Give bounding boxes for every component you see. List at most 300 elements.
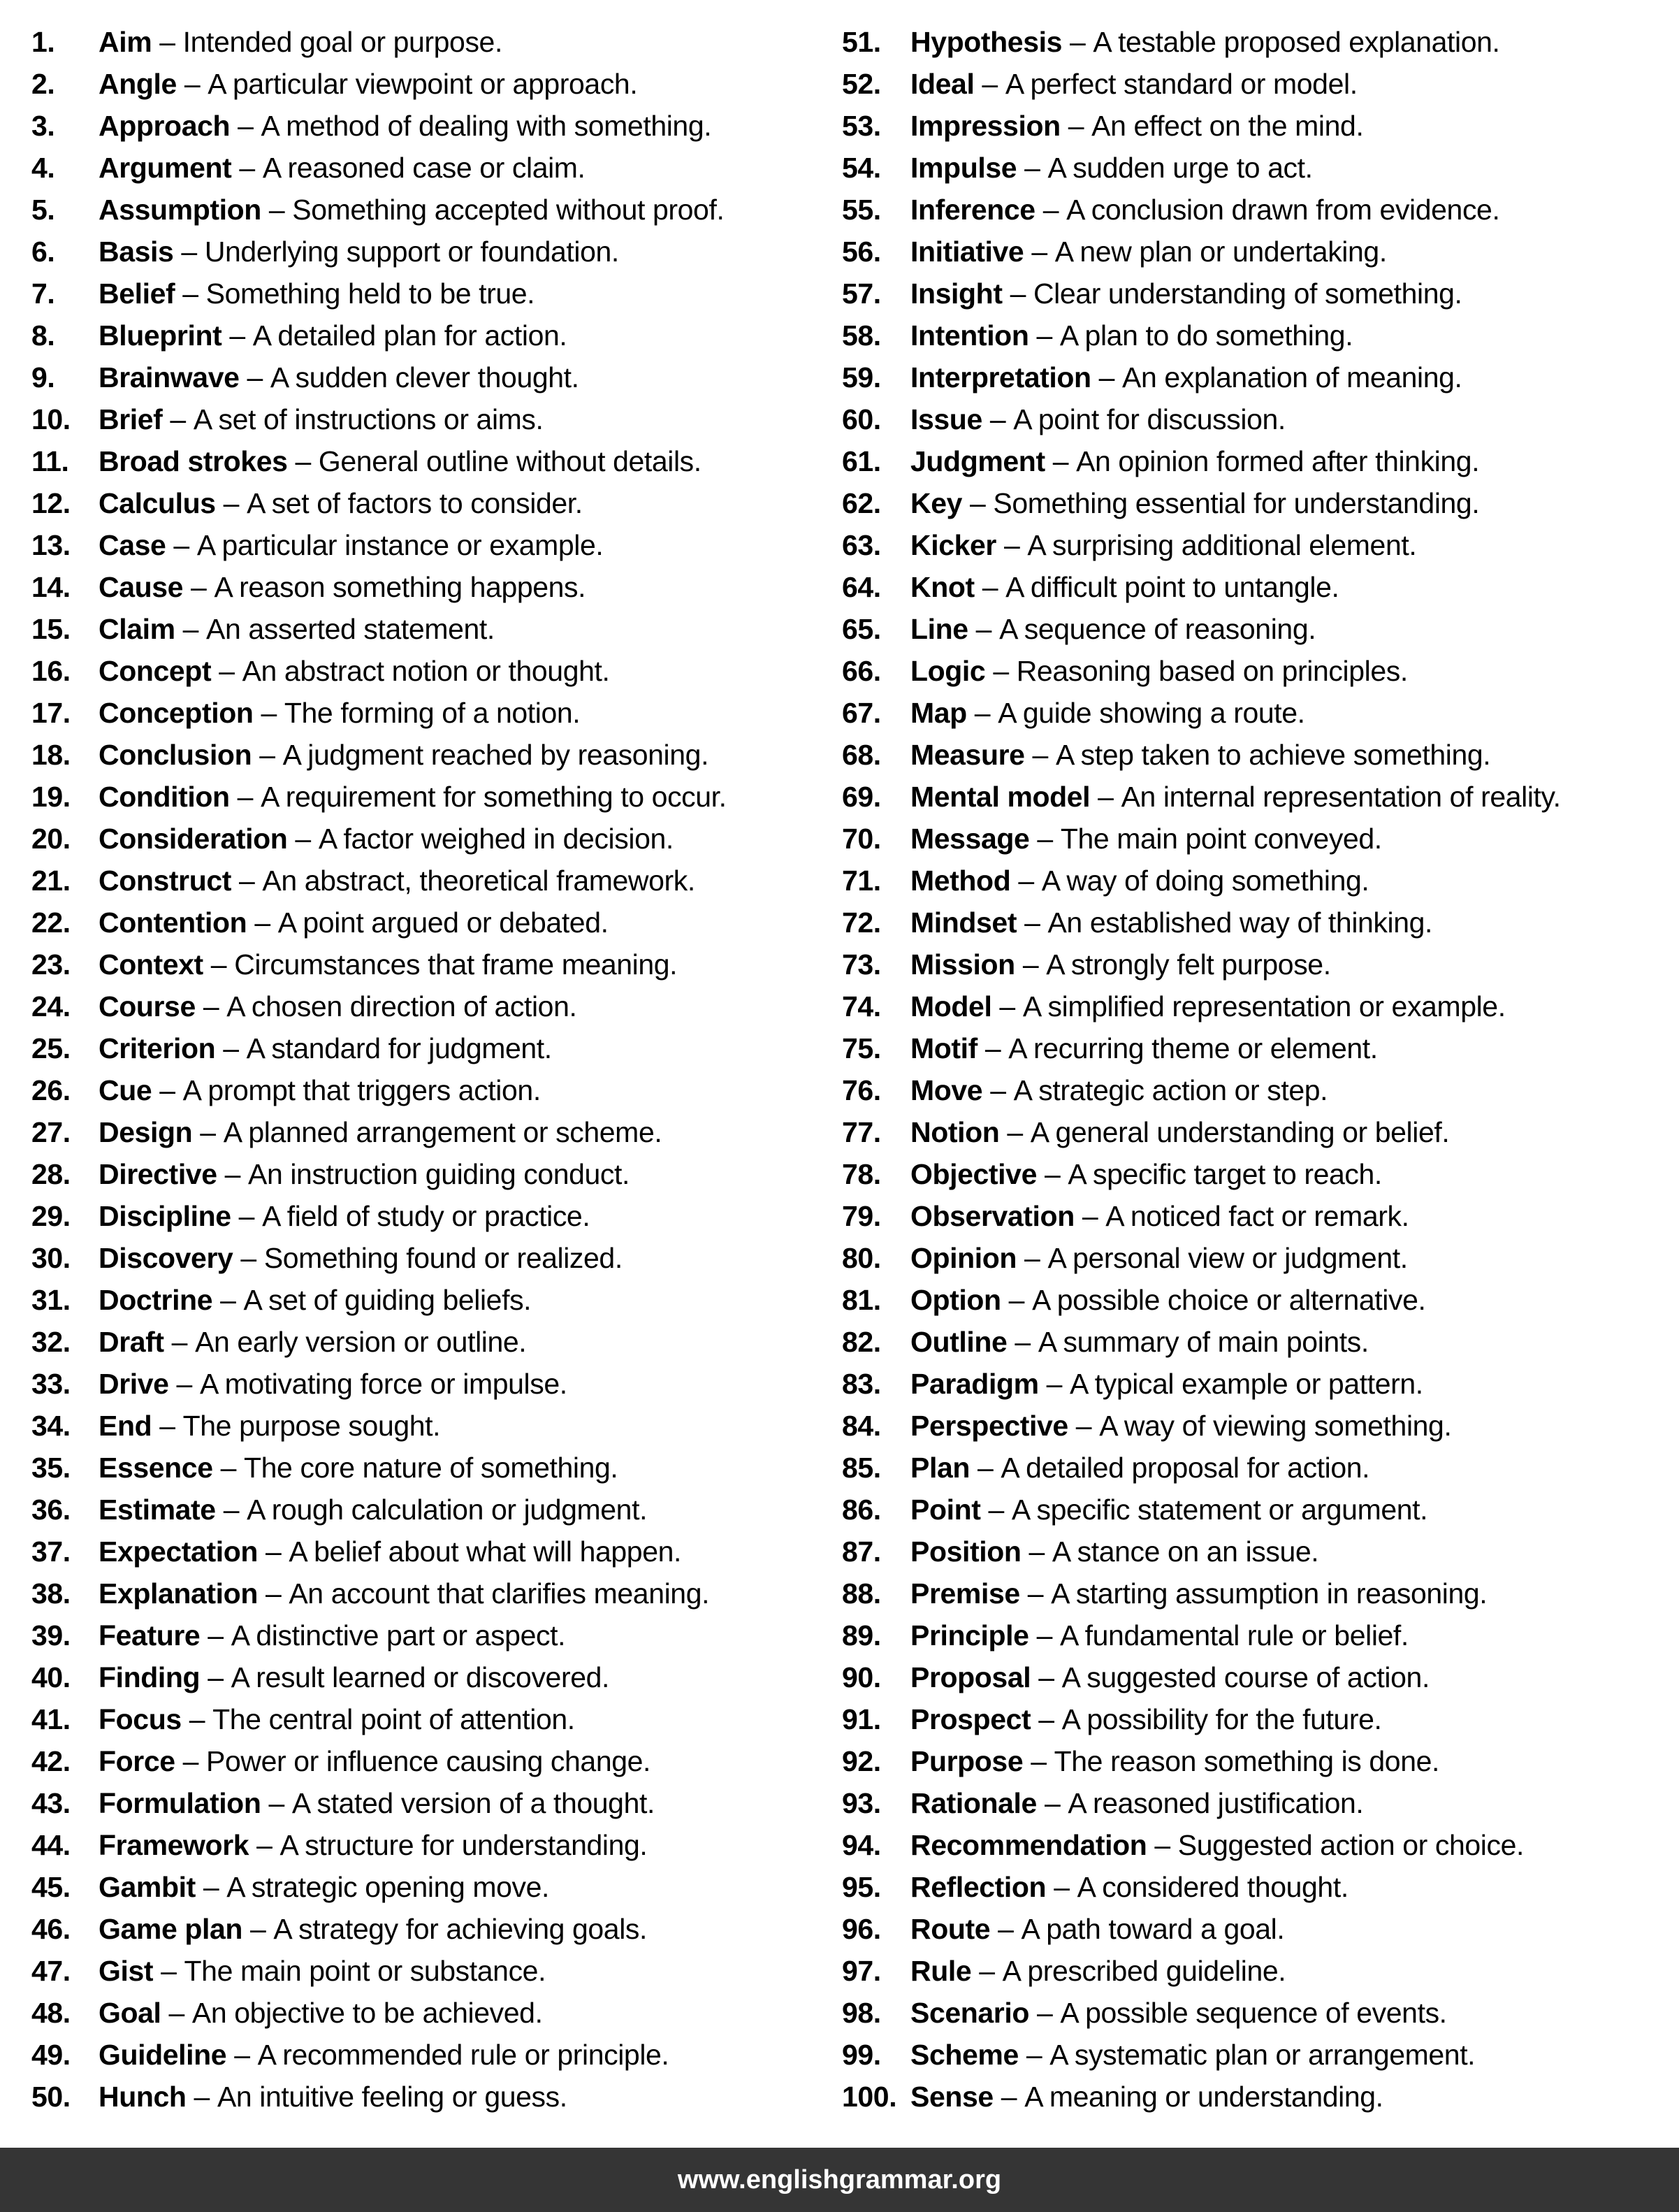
entry-separator: – (212, 1284, 244, 1316)
entry-definition: An account that clarifies meaning. (289, 1577, 710, 1610)
entry-term: Blueprint (99, 319, 222, 352)
entry-definition: A stated version of a thought. (291, 1787, 655, 1819)
entry-number: 13. (31, 529, 71, 561)
word-entry (31, 902, 828, 944)
entry-number: 33. (31, 1368, 71, 1400)
entry-term: Construct (99, 865, 232, 897)
entry-definition: A difficult point to untangle. (1005, 571, 1339, 603)
entry-definition: A point for discussion. (1013, 403, 1286, 435)
entry-number: 78. (842, 1158, 881, 1190)
entry-separator: – (1038, 1368, 1070, 1400)
entry-definition: An abstract, theoretical framework. (262, 865, 695, 897)
entry-definition: A particular viewpoint or approach. (208, 68, 638, 100)
entry-separator: – (215, 1494, 247, 1526)
entry-number: 25. (31, 1032, 71, 1064)
entry-separator: – (1010, 865, 1042, 897)
entry-definition: The reason something is done. (1054, 1745, 1439, 1777)
entry-term: Measure (910, 739, 1025, 771)
entry-definition: Suggested action or choice. (1177, 1829, 1524, 1861)
entry-definition: Intended goal or purpose. (182, 26, 502, 58)
entry-definition: A recommended rule or principle. (257, 2039, 669, 2071)
word-entry (842, 1573, 1673, 1614)
entry-separator: – (1015, 948, 1047, 981)
entry-term: Formulation (99, 1787, 261, 1819)
word-entry (842, 189, 1673, 231)
entry-definition: A prompt that triggers action. (182, 1074, 541, 1106)
entry-separator: – (175, 1745, 207, 1777)
entry-term: Issue (910, 403, 982, 435)
entry-number: 90. (842, 1661, 881, 1693)
entry-separator: – (1017, 906, 1048, 939)
entry-number: 3. (31, 110, 55, 142)
entry-definition: A surprising additional element. (1027, 529, 1417, 561)
word-entry (31, 566, 828, 608)
word-entry (31, 315, 828, 356)
entry-separator: – (1062, 26, 1093, 58)
entry-separator: – (1091, 361, 1123, 393)
entry-definition: A possibility for the future. (1061, 1703, 1382, 1735)
entry-definition: An internal representation of reality. (1121, 781, 1561, 813)
entry-number: 5. (31, 194, 55, 226)
word-entry (842, 273, 1673, 315)
entry-definition: A result learned or discovered. (231, 1661, 610, 1693)
entry-term: Initiative (910, 236, 1024, 268)
entry-number: 70. (842, 823, 881, 855)
entry-separator: – (999, 1116, 1031, 1148)
word-entry (842, 1195, 1673, 1237)
entry-number: 37. (31, 1535, 71, 1568)
entry-number: 92. (842, 1745, 881, 1777)
entry-separator: – (176, 68, 208, 100)
entry-definition: A possible choice or alternative. (1032, 1284, 1426, 1316)
entry-term: Claim (99, 613, 175, 645)
entry-separator: – (1019, 1577, 1052, 1610)
word-entry (842, 315, 1673, 356)
entry-definition: A reasoned case or claim. (262, 152, 586, 184)
entry-term: Reflection (910, 1871, 1047, 1903)
entry-number: 61. (842, 445, 881, 477)
entry-separator: – (215, 1032, 247, 1064)
entry-term: Case (99, 529, 166, 561)
entry-separator: – (217, 1158, 248, 1190)
entry-definition: A strategic action or step. (1013, 1074, 1328, 1106)
entry-definition: An intuitive feeling or guess. (217, 2081, 567, 2113)
entry-separator: – (153, 1955, 184, 1987)
entry-separator: – (968, 613, 1000, 645)
entry-separator: – (239, 361, 270, 393)
entry-definition: A way of doing something. (1041, 865, 1369, 897)
entry-number: 35. (31, 1452, 71, 1484)
entry-number: 86. (842, 1494, 881, 1526)
entry-separator: – (1046, 1871, 1077, 1903)
entry-term: Position (910, 1535, 1022, 1568)
entry-number: 72. (842, 906, 881, 939)
entry-number: 39. (31, 1619, 71, 1651)
word-entry (31, 2076, 828, 2118)
entry-separator: – (1068, 1410, 1100, 1442)
entry-definition: Underlying support or foundation. (204, 236, 619, 268)
entry-number: 50. (31, 2081, 71, 2113)
word-entry (31, 1698, 828, 1740)
word-entry (842, 1069, 1673, 1111)
entry-separator: – (1029, 319, 1060, 352)
word-entry (842, 2076, 1673, 2118)
entry-number: 62. (842, 487, 881, 519)
entry-number: 19. (31, 781, 71, 813)
entry-term: Cue (99, 1074, 152, 1106)
entry-term: Mindset (910, 906, 1017, 939)
entry-term: Premise (910, 1577, 1020, 1610)
entry-definition: The main point conveyed. (1060, 823, 1382, 855)
entry-definition: A path toward a goal. (1021, 1913, 1285, 1945)
entry-number: 71. (842, 865, 881, 897)
entry-definition: A systematic plan or arrangement. (1049, 2039, 1476, 2071)
entry-number: 56. (842, 236, 881, 268)
word-entry (31, 524, 828, 566)
entry-separator: – (161, 1997, 192, 2029)
entry-term: Argument (99, 152, 232, 184)
entry-term: Condition (99, 781, 230, 813)
entry-number: 57. (842, 277, 881, 310)
word-entry (31, 1656, 828, 1698)
entry-term: Essence (99, 1452, 213, 1484)
word-entry (31, 1614, 828, 1656)
entry-definition: A starting assumption in reasoning. (1051, 1577, 1488, 1610)
entry-number: 89. (842, 1619, 881, 1651)
entry-definition: An instruction guiding conduct. (248, 1158, 630, 1190)
entry-definition: The central point of attention. (212, 1703, 575, 1735)
entry-definition: A set of instructions or aims. (193, 403, 544, 435)
entry-separator: – (175, 613, 207, 645)
word-entry (31, 1489, 828, 1531)
entry-term: Directive (99, 1158, 217, 1190)
entry-number: 29. (31, 1200, 71, 1232)
entry-term: Conception (99, 697, 254, 729)
entry-term: Course (99, 990, 196, 1022)
word-entry (31, 1195, 828, 1237)
entry-term: Rule (910, 1955, 972, 1987)
entry-definition: A sudden clever thought. (270, 361, 579, 393)
word-entry (31, 273, 828, 315)
entry-definition: A judgment reached by reasoning. (282, 739, 709, 771)
entry-term: Draft (99, 1326, 164, 1358)
entry-definition: An asserted statement. (206, 613, 495, 645)
entry-separator: – (1036, 1158, 1068, 1190)
word-entry (842, 1531, 1673, 1573)
entry-number: 15. (31, 613, 71, 645)
entry-term: Knot (910, 571, 975, 603)
entry-separator: – (977, 1032, 1009, 1064)
entry-number: 48. (31, 1997, 71, 2029)
word-entry (31, 1573, 828, 1614)
entry-definition: A plan to do something. (1059, 319, 1353, 352)
word-entry (31, 1237, 828, 1279)
entry-number: 43. (31, 1787, 71, 1819)
entry-term: Rationale (910, 1787, 1037, 1819)
entry-term: Route (910, 1913, 991, 1945)
entry-number: 74. (842, 990, 881, 1022)
entry-definition: A particular instance or example. (196, 529, 604, 561)
entry-definition: A noticed fact or remark. (1105, 1200, 1409, 1232)
entry-term: Explanation (99, 1577, 258, 1610)
entry-term: Logic (910, 655, 986, 687)
word-entry (31, 1950, 828, 1992)
entry-definition: A standard for judgment. (246, 1032, 552, 1064)
entry-number: 45. (31, 1871, 71, 1903)
entry-term: Contention (99, 906, 247, 939)
word-entry (842, 1405, 1673, 1447)
entry-separator: – (212, 1452, 244, 1484)
word-entry (842, 1824, 1673, 1866)
entry-number: 26. (31, 1074, 71, 1106)
entry-separator: – (1045, 445, 1077, 477)
entry-separator: – (1017, 1242, 1048, 1274)
entry-separator: – (200, 1619, 231, 1651)
entry-definition: General outline without details. (318, 445, 702, 477)
entry-number: 59. (842, 361, 881, 393)
entry-separator: – (991, 990, 1023, 1022)
entry-definition: A guide showing a route. (998, 697, 1305, 729)
word-entry (842, 1992, 1673, 2034)
entry-number: 11. (31, 445, 69, 477)
word-entry (842, 902, 1673, 944)
entry-separator: – (1031, 1703, 1062, 1735)
entry-number: 98. (842, 1997, 881, 2029)
entry-number: 20. (31, 823, 71, 855)
word-entry (842, 2034, 1673, 2076)
word-entry (842, 692, 1673, 734)
entry-term: Aim (99, 26, 152, 58)
word-entry (842, 398, 1673, 440)
entry-term: Option (910, 1284, 1001, 1316)
word-entry (842, 1614, 1673, 1656)
entry-definition: A motivating force or impulse. (199, 1368, 567, 1400)
entry-definition: A considered thought. (1077, 1871, 1349, 1903)
entry-term: Brainwave (99, 361, 240, 393)
entry-definition: The purpose sought. (182, 1410, 441, 1442)
word-list-right-column (842, 21, 1673, 2118)
entry-number: 7. (31, 277, 55, 310)
entry-term: Recommendation (910, 1829, 1147, 1861)
word-entry (31, 440, 828, 482)
entry-separator: – (982, 1074, 1014, 1106)
entry-number: 21. (31, 865, 71, 897)
entry-definition: A distinctive part or aspect. (231, 1619, 566, 1651)
word-entry (842, 985, 1673, 1027)
entry-term: Prospect (910, 1703, 1031, 1735)
entry-definition: A strongly felt purpose. (1046, 948, 1331, 981)
entry-term: Feature (99, 1619, 201, 1651)
entry-definition: A method of dealing with something. (261, 110, 712, 142)
entry-term: Conclusion (99, 739, 252, 771)
entry-number: 55. (842, 194, 881, 226)
entry-number: 82. (842, 1326, 881, 1358)
entry-term: Drive (99, 1368, 169, 1400)
word-entry (31, 818, 828, 860)
word-entry (31, 734, 828, 776)
entry-separator: – (1074, 1200, 1106, 1232)
entry-term: Context (99, 948, 203, 981)
word-entry (31, 860, 828, 902)
entry-term: Scenario (910, 1997, 1029, 2029)
entry-number: 6. (31, 236, 55, 268)
entry-number: 49. (31, 2039, 71, 2071)
entry-number: 99. (842, 2039, 881, 2071)
entry-separator: – (1024, 739, 1056, 771)
entry-term: Message (910, 823, 1030, 855)
entry-term: Expectation (99, 1535, 258, 1568)
entry-number: 79. (842, 1200, 881, 1232)
entry-definition: Something accepted without proof. (292, 194, 725, 226)
entry-definition: A specific target to reach. (1068, 1158, 1382, 1190)
entry-number: 23. (31, 948, 71, 981)
entry-definition: A personal view or judgment. (1047, 1242, 1408, 1274)
entry-separator: – (226, 2039, 258, 2071)
entry-term: Focus (99, 1703, 182, 1735)
word-entry (31, 1405, 828, 1447)
word-entry (31, 1279, 828, 1321)
entry-term: Scheme (910, 2039, 1019, 2071)
entry-number: 52. (842, 68, 881, 100)
entry-term: Basis (99, 236, 174, 268)
entry-number: 41. (31, 1703, 71, 1735)
entry-definition: A set of factors to consider. (247, 487, 583, 519)
entry-number: 14. (31, 571, 71, 603)
word-entry (31, 398, 828, 440)
entry-term: Perspective (910, 1410, 1068, 1442)
entry-definition: A point argued or debated. (277, 906, 609, 939)
word-entry (842, 1027, 1673, 1069)
word-entry (31, 1531, 828, 1573)
entry-separator: – (966, 697, 998, 729)
entry-number: 80. (842, 1242, 881, 1274)
entry-separator: – (166, 529, 197, 561)
word-entry (842, 1363, 1673, 1405)
entry-separator: – (152, 1410, 183, 1442)
entry-number: 16. (31, 655, 71, 687)
word-entry (31, 1321, 828, 1363)
word-entry (31, 356, 828, 398)
entry-number: 9. (31, 361, 55, 393)
entry-definition: A stance on an issue. (1052, 1535, 1319, 1568)
entry-separator: – (1090, 781, 1121, 813)
entry-number: 68. (842, 739, 881, 771)
entry-separator: – (1001, 1284, 1033, 1316)
entry-number: 8. (31, 319, 55, 352)
word-entry (31, 1363, 828, 1405)
entry-term: Paradigm (910, 1368, 1039, 1400)
entry-definition: A sudden urge to act. (1047, 152, 1313, 184)
entry-term: Point (910, 1494, 981, 1526)
entry-term: Opinion (910, 1242, 1017, 1274)
entry-term: Force (99, 1745, 175, 1777)
entry-term: Outline (910, 1326, 1008, 1358)
footer-website-url: www.englishgrammar.org (677, 2164, 1002, 2195)
entry-term: Doctrine (99, 1284, 213, 1316)
word-entry (842, 818, 1673, 860)
entry-term: Goal (99, 1997, 161, 2029)
entry-separator: – (247, 906, 278, 939)
entry-separator: – (1035, 194, 1067, 226)
word-entry (31, 1111, 828, 1153)
entry-number: 27. (31, 1116, 71, 1148)
word-entry (842, 1866, 1673, 1908)
word-entry (31, 944, 828, 985)
entry-separator: – (200, 1661, 231, 1693)
entry-separator: – (221, 319, 253, 352)
entry-separator: – (974, 68, 1005, 100)
word-entry (31, 776, 828, 818)
entry-separator: – (971, 1955, 1003, 1987)
word-entry (31, 985, 828, 1027)
word-entry (31, 63, 828, 105)
entry-number: 34. (31, 1410, 71, 1442)
entry-definition: A planned arrangement or scheme. (223, 1116, 662, 1148)
word-entry (31, 21, 828, 63)
entry-definition: A prescribed guideline. (1002, 1955, 1286, 1987)
word-entry (842, 1447, 1673, 1489)
entry-number: 60. (842, 403, 881, 435)
entry-separator: – (1147, 1829, 1178, 1861)
entry-term: Game plan (99, 1913, 243, 1945)
entry-separator: – (175, 277, 206, 310)
entry-term: Principle (910, 1619, 1029, 1651)
entry-separator: – (261, 194, 293, 226)
entry-term: End (99, 1410, 152, 1442)
entry-definition: A meaning or understanding. (1024, 2081, 1383, 2113)
entry-separator: – (1002, 277, 1033, 310)
entry-definition: Circumstances that frame meaning. (234, 948, 678, 981)
entry-definition: A reasoned justification. (1068, 1787, 1364, 1819)
entry-number: 69. (842, 781, 881, 813)
entry-term: Guideline (99, 2039, 227, 2071)
entry-number: 10. (31, 403, 71, 435)
entry-separator: – (231, 152, 263, 184)
entry-separator: – (962, 487, 994, 519)
word-entry (842, 1950, 1673, 1992)
entry-term: Angle (99, 68, 177, 100)
entry-separator: – (230, 110, 261, 142)
entry-definition: A typical example or pattern. (1070, 1368, 1423, 1400)
entry-term: Estimate (99, 1494, 216, 1526)
entry-term: Discovery (99, 1242, 233, 1274)
entry-separator: – (1029, 1997, 1061, 2029)
entry-number: 65. (842, 613, 881, 645)
entry-definition: A suggested course of action. (1061, 1661, 1430, 1693)
word-entry (31, 1153, 828, 1195)
word-entry (842, 1698, 1673, 1740)
entry-term: Broad strokes (99, 445, 288, 477)
entry-separator: – (173, 236, 205, 268)
entry-definition: An objective to be achieved. (191, 1997, 543, 2029)
entry-definition: The main point or substance. (184, 1955, 546, 1987)
word-entry (842, 734, 1673, 776)
entry-term: Approach (99, 110, 231, 142)
entry-term: Concept (99, 655, 212, 687)
entry-term: Framework (99, 1829, 249, 1861)
entry-number: 100. (842, 2081, 897, 2113)
entry-term: Kicker (910, 529, 996, 561)
entry-separator: – (261, 1787, 292, 1819)
word-entry (31, 147, 828, 189)
entry-number: 64. (842, 571, 881, 603)
word-entry (842, 1321, 1673, 1363)
entry-term: Discipline (99, 1200, 231, 1232)
entry-separator: – (996, 529, 1028, 561)
entry-definition: A strategic opening move. (226, 1871, 550, 1903)
entry-number: 40. (31, 1661, 71, 1693)
entry-separator: – (163, 1326, 196, 1358)
